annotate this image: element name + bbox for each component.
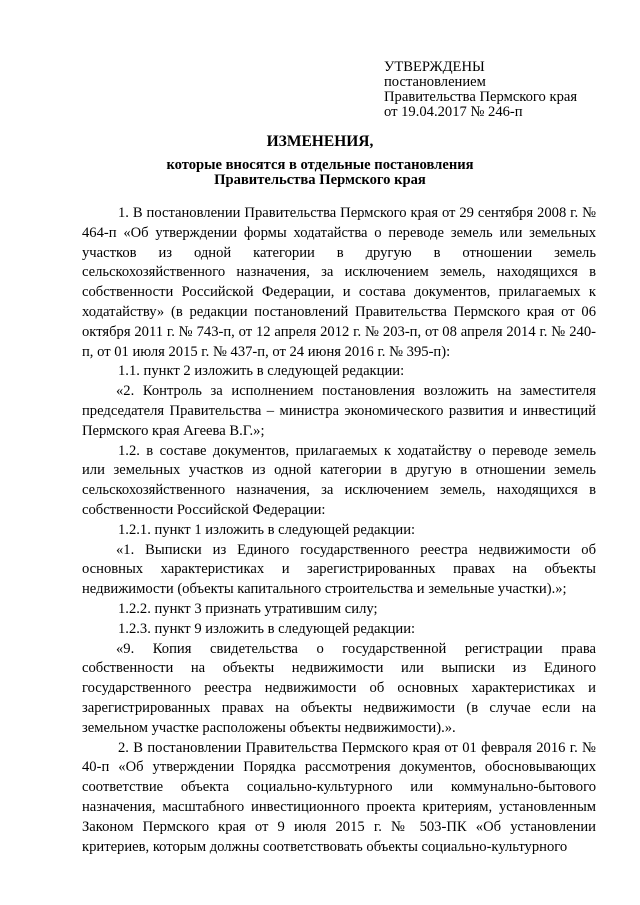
approval-line: постановлением [384, 74, 486, 90]
title-main: ИЗМЕНЕНИЯ, [266, 133, 374, 150]
approval-line: Правительства Пермского края [384, 89, 578, 105]
title-subtitle [0, 158, 640, 188]
paragraph-quote-2: «2. Контроль за исполнением постановления возложить на заместителя председателя Правительства – министра экономического развития и инвестиций Пермского края Агеева В.Г.»; [82, 383, 596, 439]
document-body [82, 204, 596, 857]
approval-heading: УТВЕРЖДЕНЫ [384, 59, 485, 75]
approval-date: от 19.04.2017 № 246-п [384, 104, 523, 120]
paragraph-1: 1. В постановлении Правительства Пермского края от 29 сентября 2008 г. № 464-п «Об утверждении формы ходатайства о переводе земель или земельных участков из одной категории в другую в отношении земель сельскохозяйственного назначения, за исключением земель, находящихся в собственности Российской Федерации, и состава документов, прилагаемых к ходатайству» (в редакции постановлений Правительства Пермского края от 06 октября 2011 г. № 743-п, от 12 апреля 2012 г. № 203-п, от 08 апреля 2014 г. № 240-п, от 01 июля 2015 г. № 437-п, от 24 июня 2016 г. № 395-п): [82, 205, 596, 360]
paragraph-1-2-3: 1.2.3. пункт 9 изложить в следующей редакции: [118, 620, 416, 637]
paragraph-1-2: 1.2. в составе документов, прилагаемых к ходатайству о переводе земель или земельных участков из одной категории в другую в отношении земель сельскохозяйственного назначения, за исключением земель, находящихся в собственности Российской Федерации: [82, 442, 596, 518]
paragraph-1-2-1: 1.2.1. пункт 1 изложить в следующей редакции: [118, 521, 416, 538]
title-subtitle-line: Правительства Пермского края [214, 172, 426, 188]
paragraph-1-1: 1.1. пункт 2 изложить в следующей редакции: [118, 363, 405, 380]
document-title [0, 132, 640, 188]
paragraph-quote-1: «1. Выписки из Единого государственного реестра недвижимости об основных характеристиках и зарегистрированных правах на объекты недвижимости (объекты капитального строительства и земельные участки).»; [82, 541, 596, 598]
paragraph-2: 2. В постановлении Правительства Пермского края от 01 февраля 2016 г. № 40-п «Об утверждении Порядка рассмотрения документов, обосновывающих соответствие объекта социально-культурного или коммунально-бытового назначения, масштабного инвестиционного проекта критериям, установленным Законом Пермского края от 9 июля 2015 г. № 503-ПК «Об установлении критериев, которым должны соответствовать объекты социально-культурного [82, 739, 596, 855]
paragraph-1-2-2: 1.2.2. пункт 3 признать утратившим силу; [118, 600, 378, 617]
title-subtitle-line: которые вносятся в отдельные постановления [166, 157, 474, 173]
approval-stamp [384, 60, 577, 120]
paragraph-quote-9: «9. Копия свидетельства о государственной регистрации права собственности на объекты недвижимости или выписки из Единого государственного реестра недвижимости об основных характеристиках и зарегистрированных правах на объекты недвижимости (в случае если на земельном участке расположены объекты недвижимости).». [82, 640, 596, 736]
